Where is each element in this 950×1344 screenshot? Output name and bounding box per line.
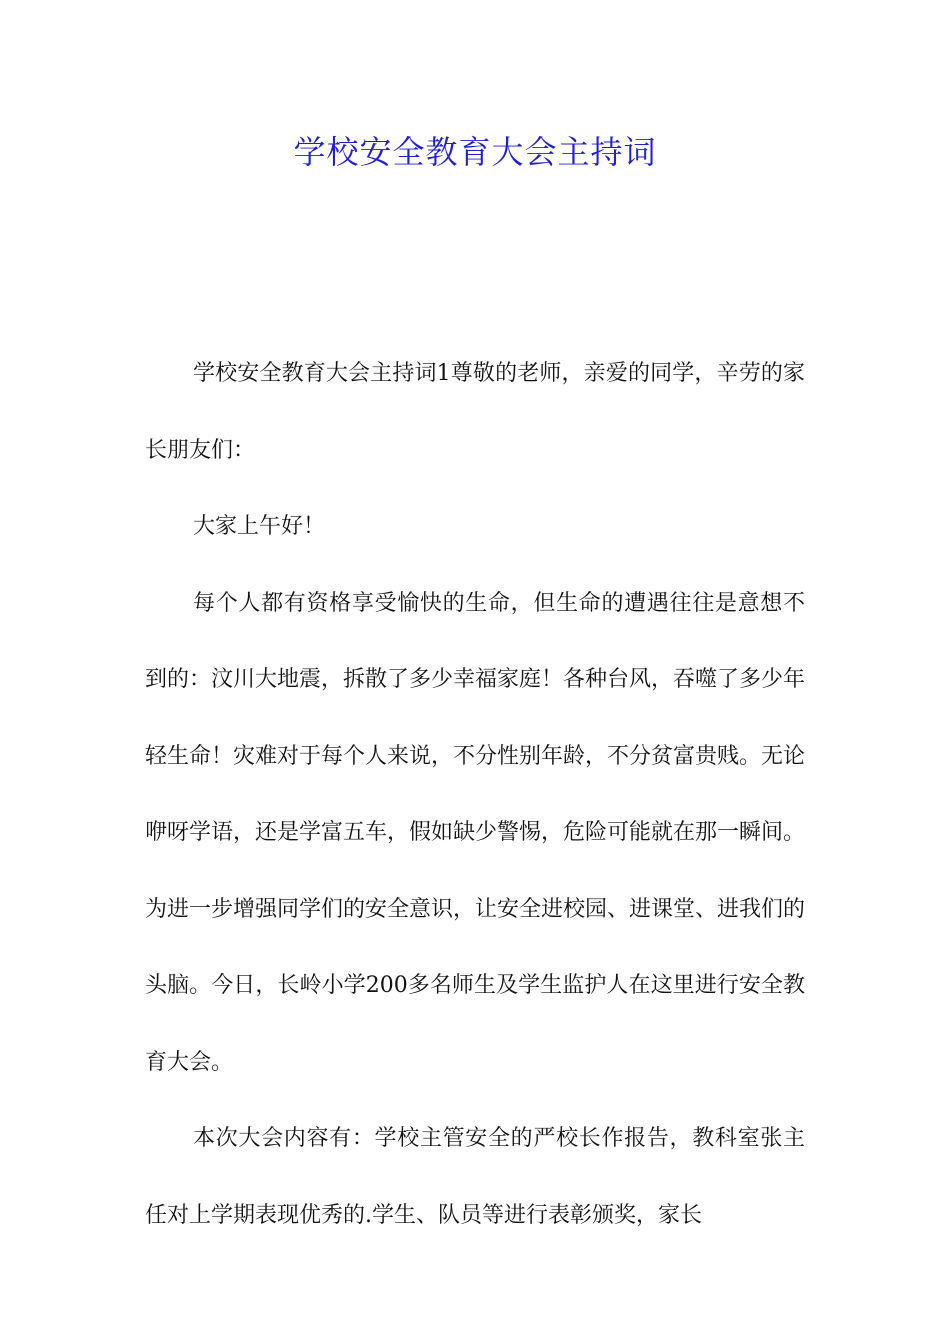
paragraph-good-morning: 大家上午好！	[193, 514, 326, 539]
paragraph-introduction: 每个人都有资格享受愉快的生命，但生命的遭遇往往是意想不到的：汶川大地震，拆散了多少幸福家庭！各种台风，吞噬了多少年轻生命！灾难对于每个人来说，不分性别年龄，不分贫富贵贱。无论咿呀学语，还是学富五车，假如缺少警惕，危险可能就在那一瞬间。为进一步增强同学们的安全意识，让安全进校园、进课堂、进我们的头脑。今日，长岭小学200多名师生及学生监护人在这里进行安全教育大会。	[145, 590, 806, 1075]
paragraph-greeting: 学校安全教育大会主持词1尊敬的老师，亲爱的同学，辛劳的家长朋友们：	[145, 361, 805, 463]
document-body	[145, 336, 805, 1254]
paragraph-agenda: 本次大会内容有：学校主管安全的严校长作报告，教科室张主任对上学期表现优秀的.学生、队员等进行表彰颁奖，家长	[145, 1126, 805, 1228]
document-title: 学校安全教育大会主持词	[293, 133, 657, 171]
